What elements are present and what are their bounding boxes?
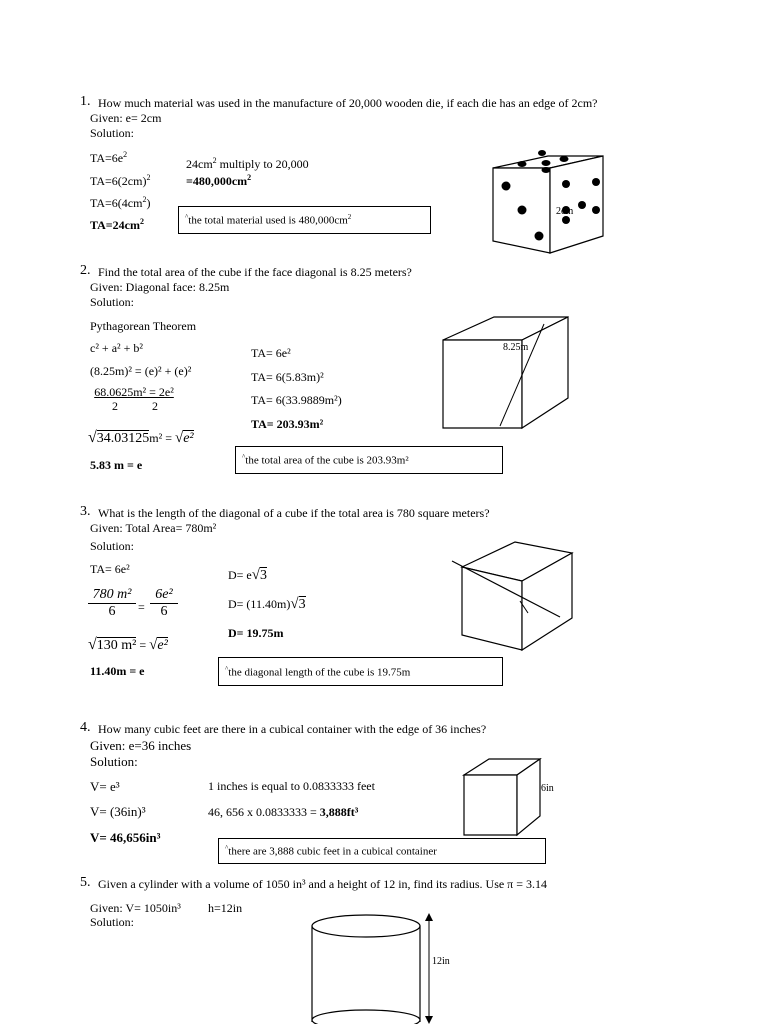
q3-cube-figure [450,541,580,656]
q2-ta2: TA= 6(5.83m)² [251,370,324,384]
q5-given-height: h=12in [208,901,243,915]
q2-ta4: TA= 203.93m² [251,417,324,431]
q2-answer: ^the total area of the cube is 203.93m² [242,453,409,467]
q2-sqrt-right: e² [183,431,194,446]
q2-sqrt-mid: m² = [149,431,175,445]
q3-frac-left-den: 6 [108,604,116,619]
q3-ta: TA= 6e² [90,562,130,576]
q3-question: What is the length of the diagonal of a cube if the total area is 780 square meters? [98,506,490,520]
q1-step2: $TA=6(2cm)^2$ [90,173,151,188]
q1-answer-box [178,206,431,234]
q2-edge: 5.83 m = e [90,458,143,472]
q3-number: 3. [80,504,91,519]
q1-die-figure [488,146,608,256]
q5-cylinder-figure [308,912,448,1024]
q3-frac-eq: = [138,600,145,614]
q3-d2: D= (11.40m)√3 [228,596,306,612]
q3-sqrt-equation: √130 m² = √e² [88,636,168,653]
q2-sqrt-left: 34.03125 [96,431,150,446]
q1-result: $=480,000cm^2$ [186,173,252,188]
q3-fraction-left [88,588,136,619]
q3-solution-label: Solution: [90,539,135,553]
q5-figure-label: 12in [432,956,450,967]
q4-given: Given: e=36 inches [90,738,192,753]
q1-solution-label: Solution: [90,126,135,140]
q2-solution-label: Solution: [90,295,135,309]
q1-question: How much material was used in the manufacture of 20,000 wooden die, if each die has an edge of 2cm? [98,96,598,110]
q2-given: Given: Diagonal face: 8.25m [90,280,230,294]
q1-step1: $TA=6e^2$ [90,150,128,165]
q2-sqrt-equation: √34.03125m² = √e² [88,429,194,446]
q3-frac-left-num: 780 m² [92,587,132,602]
q2-answer-box [235,446,503,474]
q3-sqrt-mid: = [136,638,150,652]
q2-fraction-numerator: 68.0625m² = 2e² [94,385,174,399]
q3-d3: D= 19.75m [228,626,284,640]
q2-cube-figure [442,316,572,431]
q2-fraction-den-right: 2 [152,399,158,413]
q2-eq2: (8.25m)² = (e)² + (e)² [90,364,192,378]
q2-ta3: TA= 6(33.9889m²) [251,393,342,407]
q4-cube-figure [463,758,543,838]
q3-d1: D= e√3 [228,567,267,583]
q4-answer: ^there are 3,888 cubic feet in a cubical container [225,844,437,858]
q3-sqrt-left: 130 m² [96,638,137,653]
q2-fraction [90,386,178,412]
q1-multiply: $24cm^2$ multiply to 20,000 [186,156,309,171]
q5-number: 5. [80,875,91,890]
q4-figure-label: 6in [541,783,554,794]
q1-step3: $TA=6(4cm^2)$ [90,195,151,210]
q2-theorem: Pythagorean Theorem [90,319,197,333]
q5-solution-label: Solution: [90,915,135,929]
q1-given: Given: e= 2cm [90,111,162,125]
q3-frac-right-den: 6 [160,604,168,619]
q4-number: 4. [80,720,91,735]
q3-fraction-right [150,588,178,619]
q4-v1: V= e³ [90,779,120,794]
q3-edge: 11.40m = e [90,664,145,678]
q4-conversion: 1 inches is equal to 0.0833333 feet [208,779,375,793]
q3-given: Given: Total Area= 780m² [90,521,217,535]
q2-ta1: TA= 6e² [251,346,291,360]
q1-answer: ^the total material used is $480,000cm^2$ [185,213,352,227]
q2-fraction-den-left: 2 [112,399,118,413]
q5-given: Given: V= 1050in³ [90,901,181,915]
q2-number: 2. [80,263,91,278]
q1-step4: $TA=24cm^2$ [90,217,144,232]
q2-figure-label: 8.25m [503,342,529,353]
q4-v3: V= 46,656in³ [90,830,161,845]
q1-figure-label: 2cm [556,206,574,217]
q3-frac-right-num: 6e² [155,587,173,602]
q2-eq1: c² + a² + b² [90,341,143,355]
q4-answer-box [218,838,546,864]
q4-calculation: 46, 656 x 0.0833333 = 3,888ft³ [208,805,359,819]
q3-answer: ^the diagonal length of the cube is 19.75m [225,664,411,679]
q3-sqrt-right: e² [157,638,168,653]
q5-question: Given a cylinder with a volume of 1050 in³ and a height of 12 in, find its radius. Use π = 3.14 [98,877,548,891]
q4-v2: V= (36in)³ [90,804,146,819]
q2-question: Find the total area of the cube if the face diagonal is 8.25 meters? [98,265,412,279]
q1-number: 1. [80,94,91,109]
q4-question: How many cubic feet are there in a cubical container with the edge of 36 inches? [98,722,487,736]
q3-answer-box [218,657,503,686]
q4-solution-label: Solution: [90,754,138,769]
